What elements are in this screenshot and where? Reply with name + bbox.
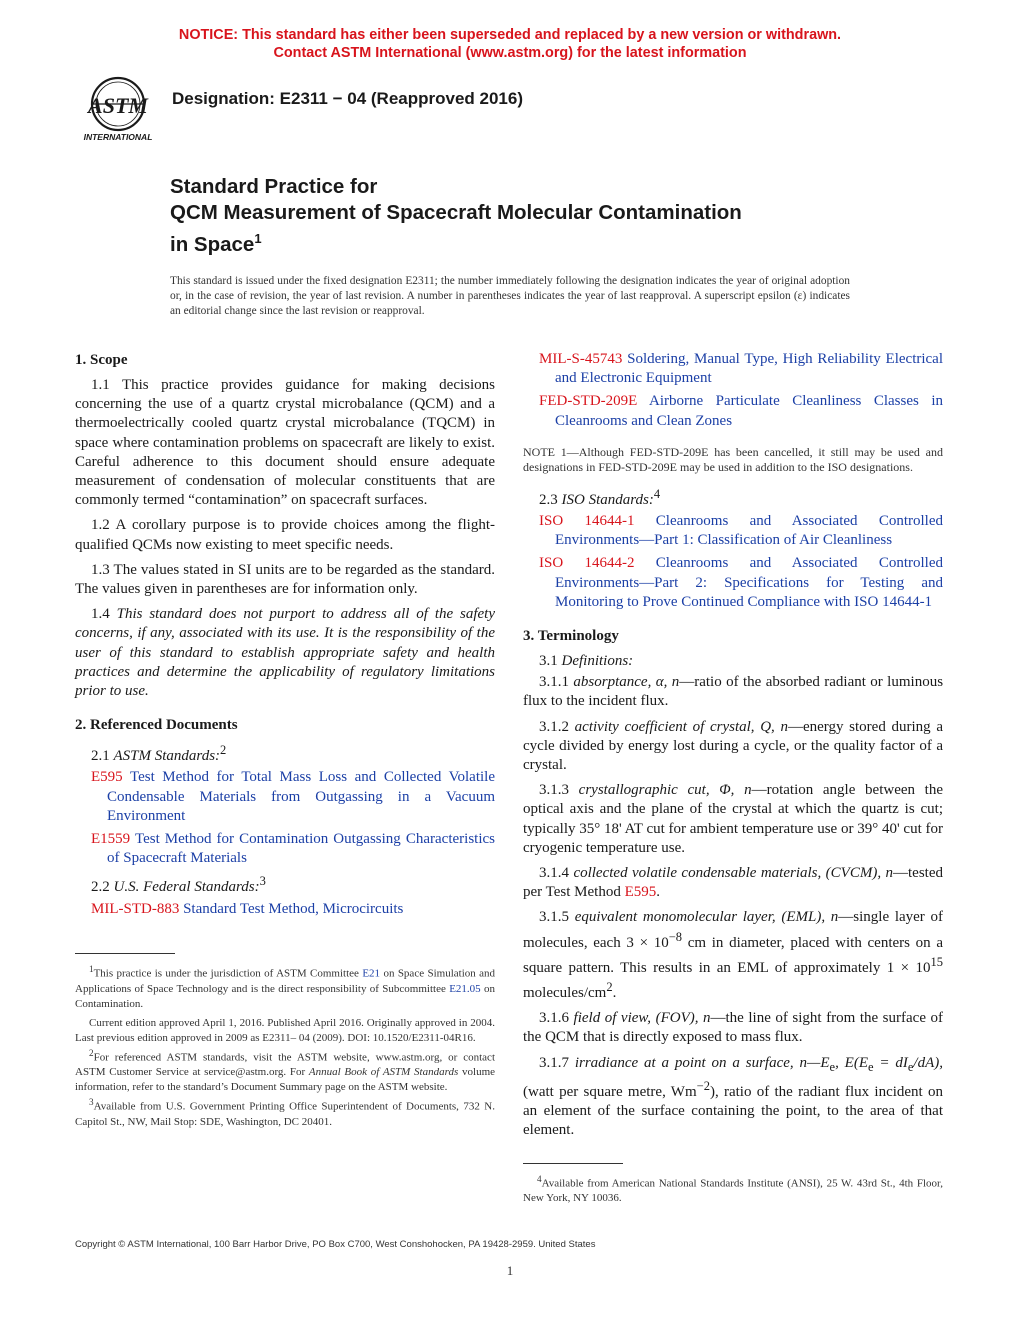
ref-fed209-link[interactable]: FED-STD-209E — [539, 393, 638, 410]
paragraph-2-2: 2.2 U.S. Federal Standards:$^3$ — [91, 874, 266, 896]
footnote-divider-right — [523, 1163, 623, 1164]
title-line-1: Standard Practice for — [170, 175, 378, 198]
test-method-e595-link[interactable]: E595 — [624, 884, 657, 901]
definition-3-1-5: 3.1.5 equivalent monomolecular layer, (EML), n—single layer of molecules, each $3 \times 10^{-8}$ cm in diameter, placed with centers on a square pattern. This results in an EML of approximately $1 \times 10^{15}$ molecules/$cm^2$. — [523, 909, 944, 1002]
document-title — [170, 174, 742, 258]
definition-3-1-6: 3.1.6 field of view, (FOV), n—the line of sight from the surface of the QCM that is directly exposed to mass flux. — [523, 1010, 943, 1046]
designation: Designation: E2311 − 04 (Reapproved 2016) — [172, 89, 524, 108]
ref-iso-14644-2 — [523, 554, 943, 612]
section-scope-heading: 1. Scope — [75, 352, 128, 368]
note-1: NOTE 1—Although FED-STD-209E has been cancelled, it still may be used and designations in FED-STD-209E may be used in addition to the ISO designations. — [523, 444, 943, 474]
notice-line-2: Contact ASTM International (www.astm.org) for the latest information — [273, 45, 747, 61]
copyright-footer: Copyright © ASTM International, 100 Barr Harbor Drive, PO Box C700, West Conshohocken, PA 19428-2959. United States — [75, 1239, 596, 1250]
ref-e595-link[interactable]: E595 — [91, 769, 123, 786]
footnote-2: $^2$For referenced ASTM standards, visit the ASTM website, www.astm.org, or contact ASTM Customer Service at service@astm.org. For Annual Book of ASTM Standards volume information, refer to the standard’s Document Summary page on the ASTM website. — [75, 1047, 496, 1094]
committee-e21-link[interactable]: E21 — [362, 967, 381, 980]
footnote-4: $^4$Available from American National Standards Institute (ANSI), 25 W. 43rd St., 4th Floor, New York, NY 10036. — [523, 1173, 943, 1205]
ref-mil-s-45743 — [523, 350, 943, 388]
paragraph-3-1: 3.1 Definitions: — [539, 653, 634, 670]
logo-letters: ASTM — [88, 93, 148, 118]
right-column — [523, 350, 943, 1206]
title-line-3: in Space$^1$ — [170, 231, 262, 256]
ref-fed-std-209e — [523, 392, 943, 430]
ref-iso1-link[interactable]: ISO 14644-1 — [539, 513, 635, 530]
ref-iso-14644-1 — [523, 512, 943, 550]
paragraph-1-1: 1.1 This practice provides guidance for making decisions concerning the use of a quartz crystal microbalance (QCM) and a thermoelectrically cooled quartz crystal microbalance (TQCM) in space where contamination problems on spacecraft are likely to exist. Careful adherence to this document should ensure adequate measurement of condensation of molecular constituents that are commonly termed “contamination” on spacecraft surfaces. — [75, 377, 495, 509]
ref-e1559 — [75, 830, 495, 868]
ref-e595-title[interactable]: Test Method for Total Mass Loss and Collected Volatile Condensable Materials from Outgassing in a Vacuum Environment — [107, 769, 495, 824]
ref-iso1-title[interactable]: Cleanrooms and Associated Controlled Environments—Part 1: Classification of Air Cleanliness — [555, 513, 944, 549]
ref-mil883-title[interactable]: Standard Test Method, Microcircuits — [183, 900, 404, 917]
paragraph-2-3: 2.3 ISO Standards:$^4$ — [539, 486, 661, 508]
logo-subtitle: INTERNATIONAL — [83, 132, 153, 142]
paragraph-1-2: 1.2 A corollary purpose is to provide choices among the flight-qualified QCMs now existing to meet specific needs. — [75, 517, 495, 553]
intro-paragraph: This standard is issued under the fixed designation E2311; the number immediately following the designation indicates the year of original adoption or, in the case of revision, the year of last revision. A number in parentheses indicates the year of last reapproval. A superscript epsilon (ε) indicates an editorial change since the last revision or reapproval. — [170, 275, 850, 317]
definition-3-1-2: 3.1.2 activity coefficient of crystal, Q, n—energy stored during a cycle divided by energy lost during a cycle, or the quality factor of a crystal. — [523, 718, 943, 774]
left-column — [75, 350, 495, 1130]
ref-mil-std-883 — [75, 900, 495, 919]
ref-mil45743-title[interactable]: Soldering, Manual Type, High Reliability Electrical and Electronic Equipment — [555, 351, 944, 387]
ref-iso2-link[interactable]: ISO 14644-2 — [539, 555, 635, 572]
ref-e1559-link[interactable]: E1559 — [91, 831, 131, 848]
withdrawal-notice — [0, 26, 1020, 62]
ref-fed209-title[interactable]: Airborne Particulate Cleanliness Classes in Cleanrooms and Clean Zones — [555, 393, 943, 429]
paragraph-2-1: 2.1 ASTM Standards:$^2$ — [91, 743, 227, 765]
paragraph-1-3: 1.3 The values stated in SI units are to be regarded as the standard. The values given in parentheses are for information only. — [75, 561, 495, 598]
footnote-divider — [75, 953, 175, 954]
footnote-1: $^1$This practice is under the jurisdiction of ASTM Committee E21 on Space Simulation and Applications of Space Technology and is the direct responsibility of Subcommittee E21.05 on Contamination. — [75, 963, 496, 1010]
definition-3-1-3: 3.1.3 crystallographic cut, Φ, n—rotation angle between the optical axis and the plane of the crystal at which the quartz is cut; typically 35° 18' AT cut for ambient temperature use or 39° 40' cut for cryogenic temperature use. — [523, 782, 944, 856]
notice-line-1: NOTICE: This standard has either been superseded and replaced by a new version or withdrawn. — [178, 27, 842, 43]
ref-e595 — [75, 768, 495, 826]
ref-e1559-title[interactable]: Test Method for Contamination Outgassing Characteristics of Spacecraft Materials — [107, 831, 495, 867]
footnote-3: $^3$Available from U.S. Government Printing Office Superintendent of Documents, 732 N. Capitol St., NW, Mail Stop: SDE, Washington, DC 20401. — [75, 1097, 495, 1128]
page-number: 1 — [506, 1263, 514, 1278]
section-terminology-heading: 3. Terminology — [523, 628, 619, 645]
section-referenced-docs-heading: 2. Referenced Documents — [75, 717, 238, 734]
definition-3-1-7: 3.1.7 irradiance at a point on a surface, $n—E_e$, $E(E_e = dI_e/dA)$, (watt per square metre, $Wm^{-2}$), ratio of the radiant flux incident on an element of the surface containing the point, to the area of that element. — [523, 1054, 943, 1139]
definition-3-1-1: 3.1.1 absorptance, α, n—ratio of the absorbed radiant or luminous flux to the incident flux. — [523, 674, 944, 710]
title-footnote-ref[interactable]: 1 — [254, 231, 262, 246]
definition-3-1-4: 3.1.4 collected volatile condensable materials, (CVCM), n—tested per Test Method E595. — [523, 865, 944, 901]
ref-iso2-title[interactable]: Cleanrooms and Associated Controlled Environments—Part 2: Specifications for Testing and Monitoring to Prove Continued Compliance with ISO 14644-1 — [555, 555, 944, 610]
ref-mil45743-link[interactable]: MIL-S-45743 — [539, 351, 623, 367]
footnote-1-edition: Current edition approved April 1, 2016. Published April 2016. Originally approved in 2004. Last previous edition approved in 2009 as E2311– 04 (2009). DOI: 10.1520/E2311-04R16. — [75, 1016, 495, 1044]
ref-mil883-link[interactable]: MIL-STD-883 — [91, 900, 180, 917]
astm-logo — [72, 74, 164, 144]
subcommittee-link[interactable]: E21.05 — [449, 982, 481, 995]
paragraph-1-4: 1.4 This standard does not purport to address all of the safety concerns, if any, associated with its use. It is the responsibility of the user of this standard to establish appropriate safety and health practices and determine the applicability of regulatory limitations prior to use. — [75, 606, 496, 700]
title-line-2: QCM Measurement of Spacecraft Molecular Contamination — [170, 201, 742, 224]
